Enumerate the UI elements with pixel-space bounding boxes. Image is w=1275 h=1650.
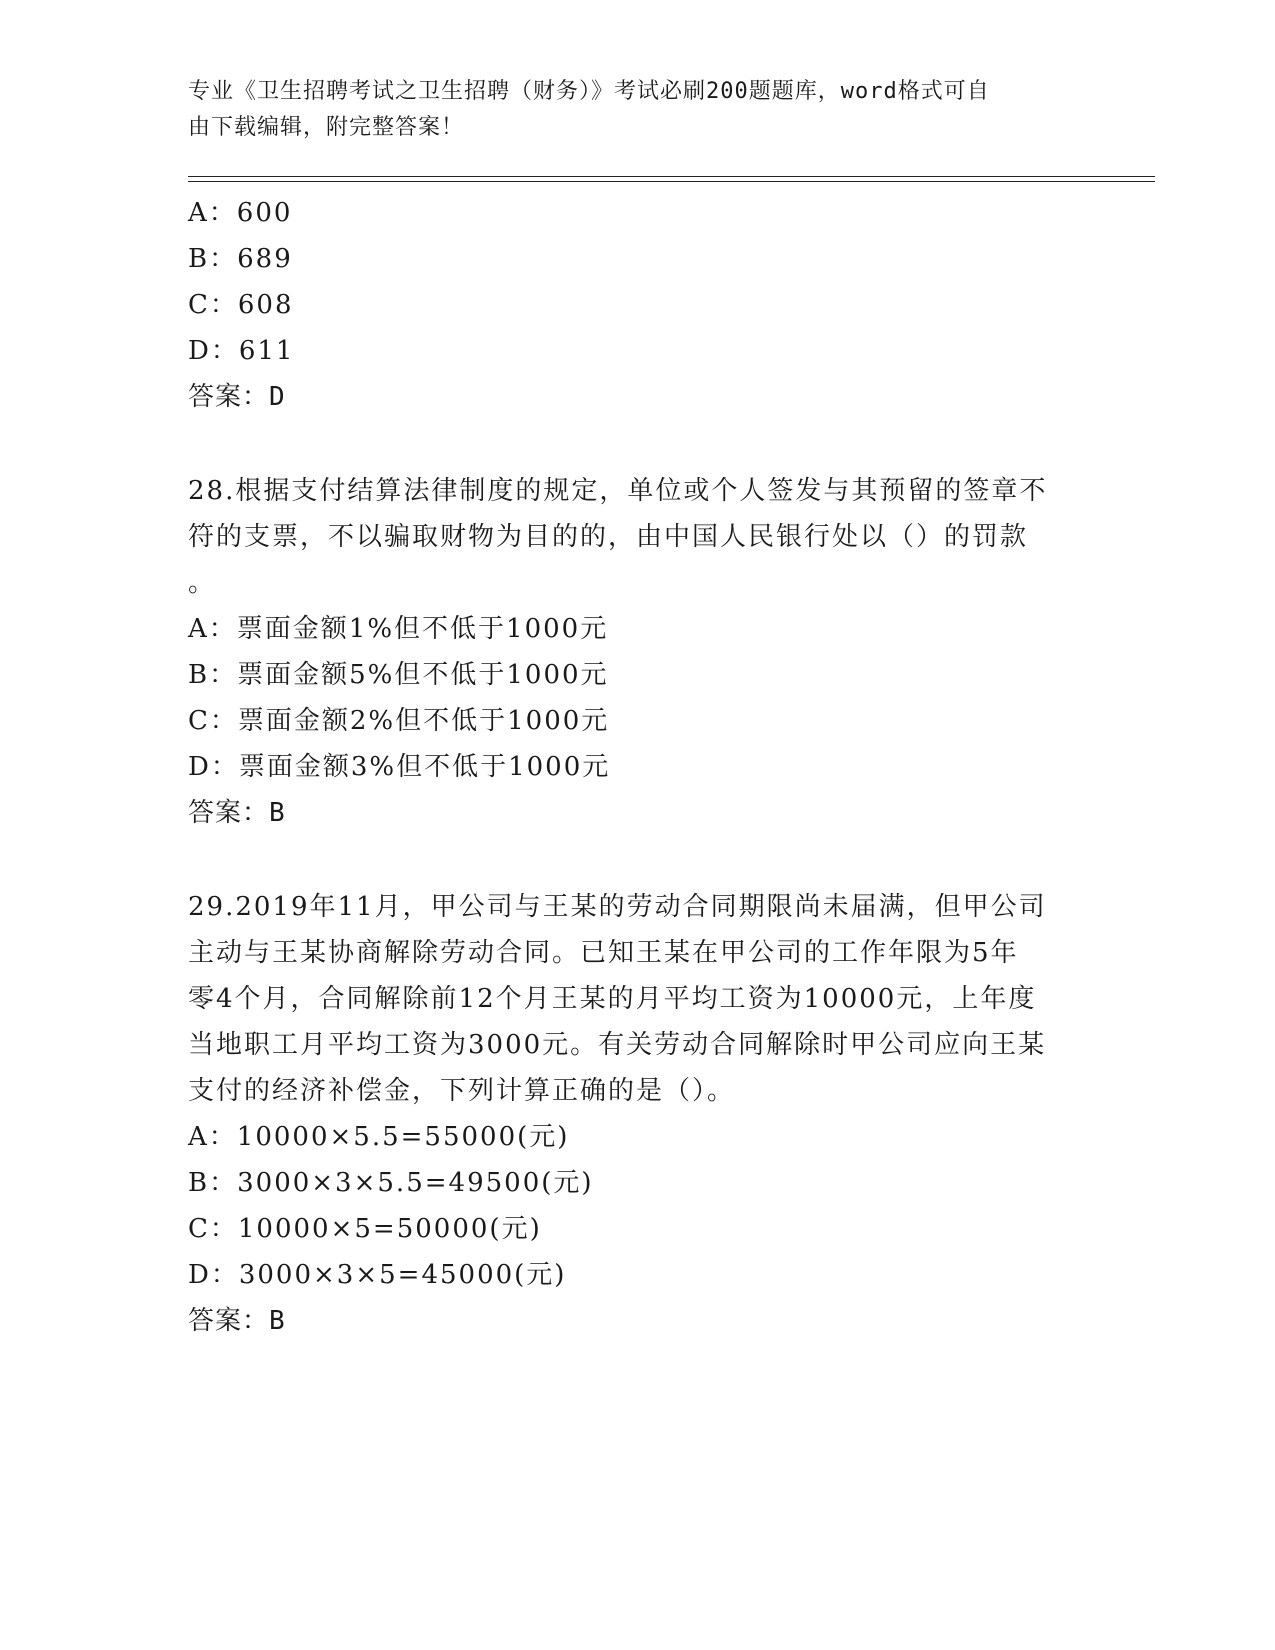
- option-a: A：10000×5.5=55000(元): [188, 1122, 570, 1152]
- question-text-line: 支付的经济补偿金，下列计算正确的是（）。: [188, 1076, 736, 1106]
- header-line-2: 由下载编辑，附完整答案！: [188, 115, 465, 140]
- question-text-line: 主动与王某协商解除劳动合同。已知王某在甲公司的工作年限为5年: [188, 938, 1019, 968]
- option-b: B：3000×3×5.5=49500(元): [188, 1168, 594, 1198]
- option-a: A：票面金额1%但不低于1000元: [188, 614, 609, 644]
- question-text-line: 29.2019年11月，甲公司与王某的劳动合同期限尚未届满，但甲公司: [188, 892, 1047, 922]
- option-c: C：10000×5=50000(元): [188, 1214, 542, 1244]
- option-d: D：611: [188, 336, 295, 366]
- spacer: [188, 836, 1088, 884]
- option-c: C：608: [188, 290, 294, 320]
- option-c: C：票面金额2%但不低于1000元: [188, 706, 610, 736]
- answer: 答案：B: [188, 798, 286, 828]
- question-text-line: 零4个月，合同解除前12个月王某的月平均工资为10000元，上年度: [188, 984, 1037, 1014]
- question-text-line: 。: [188, 568, 217, 598]
- question-29: [188, 884, 1088, 1344]
- question-27: [188, 190, 1088, 420]
- header-line-1: 专业《卫生招聘考试之卫生招聘（财务）》考试必刷200题题库，word格式可自: [188, 79, 990, 104]
- question-28: [188, 468, 1088, 836]
- option-b: B：689: [188, 244, 293, 274]
- answer: 答案：D: [188, 382, 286, 412]
- header-divider-top: [188, 176, 1155, 177]
- header-divider-bottom: [188, 181, 1155, 182]
- question-text-line: 符的支票，不以骗取财物为目的的，由中国人民银行处以（）的罚款: [188, 522, 1029, 552]
- option-a: A：600: [188, 198, 293, 228]
- document-body: [188, 190, 1088, 1344]
- option-d: D：票面金额3%但不低于1000元: [188, 752, 611, 782]
- answer: 答案：B: [188, 1306, 286, 1336]
- document-header: [188, 74, 1068, 146]
- option-d: D：3000×3×5=45000(元): [188, 1260, 567, 1290]
- question-text-line: 当地职工月平均工资为3000元。有关劳动合同解除时甲公司应向王某: [188, 1030, 1047, 1060]
- option-b: B：票面金额5%但不低于1000元: [188, 660, 609, 690]
- question-text-line: 28.根据支付结算法律制度的规定，单位或个人签发与其预留的签章不: [188, 476, 1048, 506]
- spacer: [188, 420, 1088, 468]
